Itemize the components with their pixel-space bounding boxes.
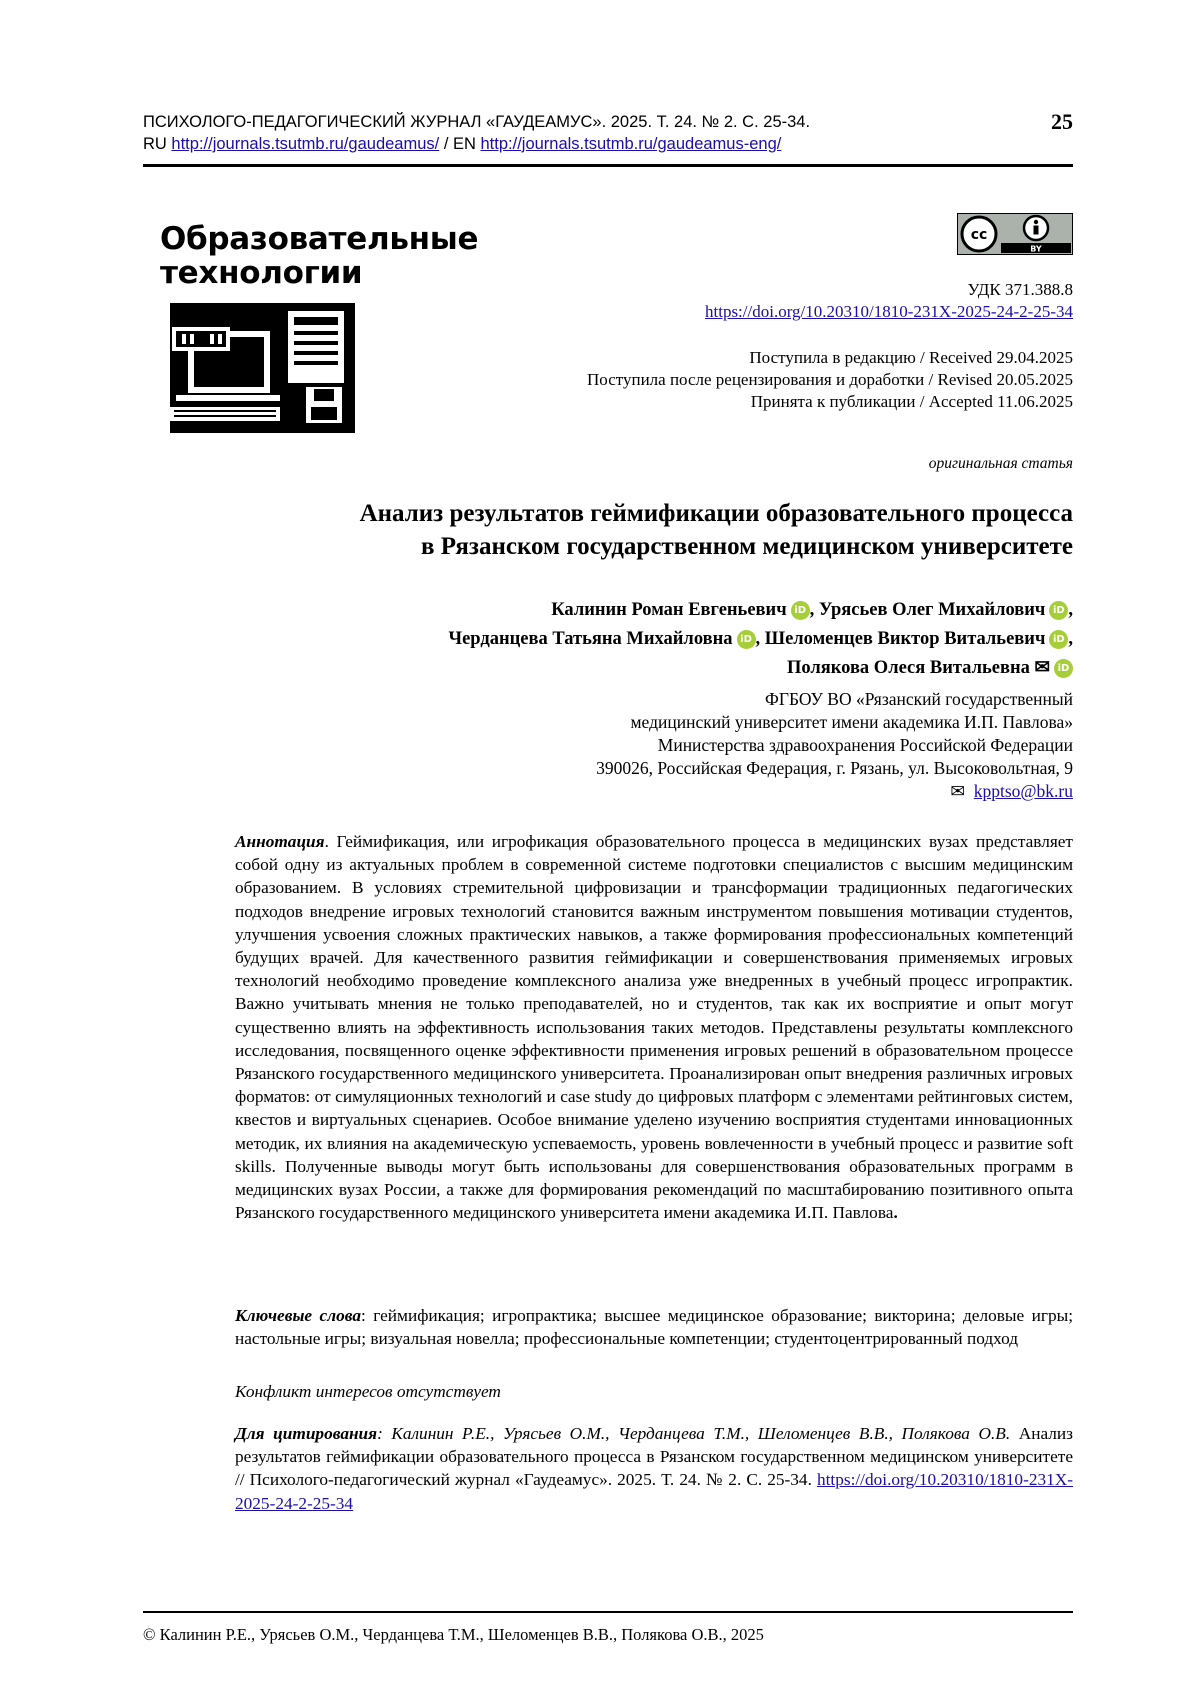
- affiliation-line: медицинский университет имени академика И.П. Павлова»: [630, 712, 1073, 732]
- orcid-icon[interactable]: iD: [1049, 601, 1068, 620]
- header-divider: [143, 164, 1073, 167]
- abstract: Аннотация. Геймификация, или игрофикация образовательного процесса в медицинских вузах представляет собой одну из актуальных проблем в современной системе подготовки специалистов с высшим медицинским образованием. В условиях стремительной цифровизации и трансформации традиционных педагогических подходов внедрение игровых технологий становится важным инструментом повышения мотивации студентов, улучшения усвоения сложных практических навыков, а также формирования профессиональных компетенций будущих врачей. Для качественного развития геймификации и совершенствования применяемых игровых технологий необходимо проведение комплексного анализа уже внедренных в учебный процесс игропрактик. Важно учитывать мнения не только преподавателей, но и студентов, так как их восприятие и опыт могут существенно влиять на эффективность использования таких методов. Представлены результаты комплексного исследования, посвященного оценке эффективности применения игровых решений в образовательном процессе Рязанского государственного медицинского университета. Проанализирован опыт внедрения различных игровых форматов: от симуляционных технологий и case study до цифровых платформ с элементами рейтинговых систем, квестов и виртуальных сценариев. Особое внимание уделено изучению восприятия студентами инновационных методик, их влияния на академическую успеваемость, уровень вовлеченности в учебный процесс и развитие soft skills. Полученные выводы могут быть использованы для совершенствования образовательных программ в медицинских вузах России, а также для формирования рекомендаций по масштабированию позитивного опыта Рязанского государственного медицинского университета имени академика И.П. Павлова.: [235, 832, 1073, 1223]
- contact-email-link[interactable]: kpptso@bk.ru: [973, 781, 1073, 801]
- conflict-of-interest: Конфликт интересов отсутствует: [235, 1382, 501, 1401]
- udk-code: УДК 371.388.8: [967, 280, 1073, 299]
- author-name: Шеломенцев Виктор Витальевич: [764, 629, 1046, 649]
- affiliation-line: 390026, Российская Федерация, г. Рязань, ул. Высоковольтная, 9: [596, 758, 1073, 778]
- citation: [235, 1422, 1073, 1515]
- citation-text: Анализ результатов геймификации образовательного процесса в Рязанском государственном медицинском университете // Психолого-педагогический журнал «Гаудеамус». 2025. Т. 24. № 2. С. 25-34.: [235, 1424, 1073, 1490]
- abstract-text: . Геймификация, или игрофикация образовательного процесса в медицинских вузах представляет собой одну из актуальных проблем в современной системе подготовки специалистов с высшим медицинским образованием. В условиях стремительной цифровизации и трансформации традиционных педагогических подходов внедрение игровых технологий становится важным инструментом повышения мотивации студентов, улучшения усвоения сложных практических навыков, а также формирования профессиональных компетенций будущих врачей. Для качественного развития геймификации и совершенствования применяемых игровых технологий необходимо проведение комплексного анализа уже внедренных в учебный процесс игропрактик. Важно учитывать мнения не только преподавателей, но и студентов, так как их восприятие и опыт могут существенно влиять на эффективность использования таких методов. Представлены результаты комплексного исследования, посвященного оценке эффективности применения игровых решений в образовательном процессе Рязанского государственного медицинского университета. Проанализирован опыт внедрения различных игровых форматов: от симуляционных технологий и case study до цифровых платформ с элементами рейтинговых систем, квестов и виртуальных сценариев. Особое внимание уделено изучению восприятия студентами инновационных методик, их влияния на академическую успеваемость, уровень вовлеченности в учебный процесс и развитие soft skills. Полученные выводы могут быть использованы для совершенствования образовательных программ в медицинских вузах России, а также для формирования рекомендаций по масштабированию позитивного опыта Рязанского государственного медицинского университета имени академика И.П. Павлова: [235, 832, 1073, 1223]
- contact-email-line: [596, 780, 1073, 803]
- keywords-label: Ключевые слова: [235, 1306, 361, 1325]
- submission-dates: [587, 347, 1073, 413]
- section-heading: [160, 222, 478, 290]
- date-accepted: Принята к публикации / Accepted 11.06.2025: [750, 392, 1073, 411]
- svg-text:cc: cc: [970, 227, 988, 243]
- keywords: [235, 1304, 1073, 1350]
- affiliation-line: ФГБОУ ВО «Рязанский государственный: [765, 689, 1073, 709]
- date-revised: Поступила после рецензирования и доработки / Revised 20.05.2025: [587, 370, 1073, 389]
- mail-icon: ✉: [1034, 658, 1050, 678]
- keywords-text: : геймификация; игропрактика; высшее медицинское образование; викторина; деловые игры; настольные игры; визуальная новелла; профессиональные компетенции; студентоцентрированный подход: [235, 1306, 1074, 1349]
- section-heading-line2: технологии: [160, 255, 363, 291]
- footer-divider: [143, 1611, 1073, 1613]
- date-received: Поступила в редакцию / Received 29.04.2025: [749, 348, 1073, 367]
- en-journal-link[interactable]: http://journals.tsutmb.ru/gaudeamus-eng/: [480, 135, 782, 153]
- author-name: Черданцева Татьяна Михайловна: [448, 629, 733, 649]
- author-name: Урясьев Олег Михайлович: [818, 600, 1046, 620]
- affiliation-line: Министерства здравоохранения Российской Федерации: [657, 735, 1073, 755]
- cc-by-license-badge[interactable]: [957, 213, 1073, 255]
- article-title: [360, 497, 1073, 563]
- author-name: Полякова Олеся Витальевна: [786, 658, 1030, 678]
- author-name: Калинин Роман Евгеньевич: [551, 600, 787, 620]
- cc-by-label: BY: [1030, 244, 1042, 254]
- page-number: 25: [1051, 109, 1073, 134]
- copyright-notice: © Калинин Р.Е., Урясьев О.М., Черданцева Т.М., Шеломенцев В.В., Полякова О.В., 2025: [143, 1625, 764, 1644]
- section-heading-line1: Образовательные: [160, 221, 479, 257]
- ru-prefix: RU: [143, 135, 172, 153]
- citation-label: Для цитирования: [235, 1424, 378, 1443]
- journal-citation-line: ПСИХОЛОГО-ПЕДАГОГИЧЕСКИЙ ЖУРНАЛ «ГАУДЕАМУС». 2025. Т. 24. № 2. С. 25-34.: [143, 113, 811, 131]
- doi-link[interactable]: https://doi.org/10.20310/1810-231X-2025-24-2-25-34: [705, 302, 1073, 321]
- affiliation: [596, 688, 1073, 803]
- orcid-icon[interactable]: iD: [1054, 659, 1073, 678]
- article-title-line2: в Рязанском государственном медицинском университете: [421, 533, 1073, 560]
- running-header: [143, 111, 810, 155]
- computer-illustration-icon: [170, 303, 355, 433]
- orcid-icon[interactable]: iD: [1049, 630, 1068, 649]
- citation-authors: : Калинин Р.Е., Урясьев О.М., Черданцева Т.М., Шеломенцев В.В., Полякова О.В.: [377, 1424, 1011, 1443]
- article-title-line1: Анализ результатов геймификации образовательного процесса: [359, 500, 1073, 527]
- ru-journal-link[interactable]: http://journals.tsutmb.ru/gaudeamus/: [171, 135, 440, 153]
- citation-doi-link[interactable]: https://doi.org/10.20310/1810-231X-2025-24-2-25-34: [235, 1470, 1073, 1513]
- mail-icon: ✉: [950, 781, 965, 801]
- journal-urls-line: [143, 133, 810, 155]
- url-separator: / EN: [439, 135, 481, 153]
- article-type: оригинальная статья: [928, 455, 1073, 472]
- author-list: Калинин Роман Евгеньевич iD , Урясьев Олег Михайлович iD , Черданцева Татьяна Михайловна iD , Шеломенцев Виктор Витальевич iD , Полякова Олеся Витальевна ✉ iD: [448, 600, 1073, 678]
- orcid-icon[interactable]: iD: [791, 601, 810, 620]
- abstract-label: Аннотация: [235, 832, 325, 851]
- orcid-icon[interactable]: iD: [737, 630, 756, 649]
